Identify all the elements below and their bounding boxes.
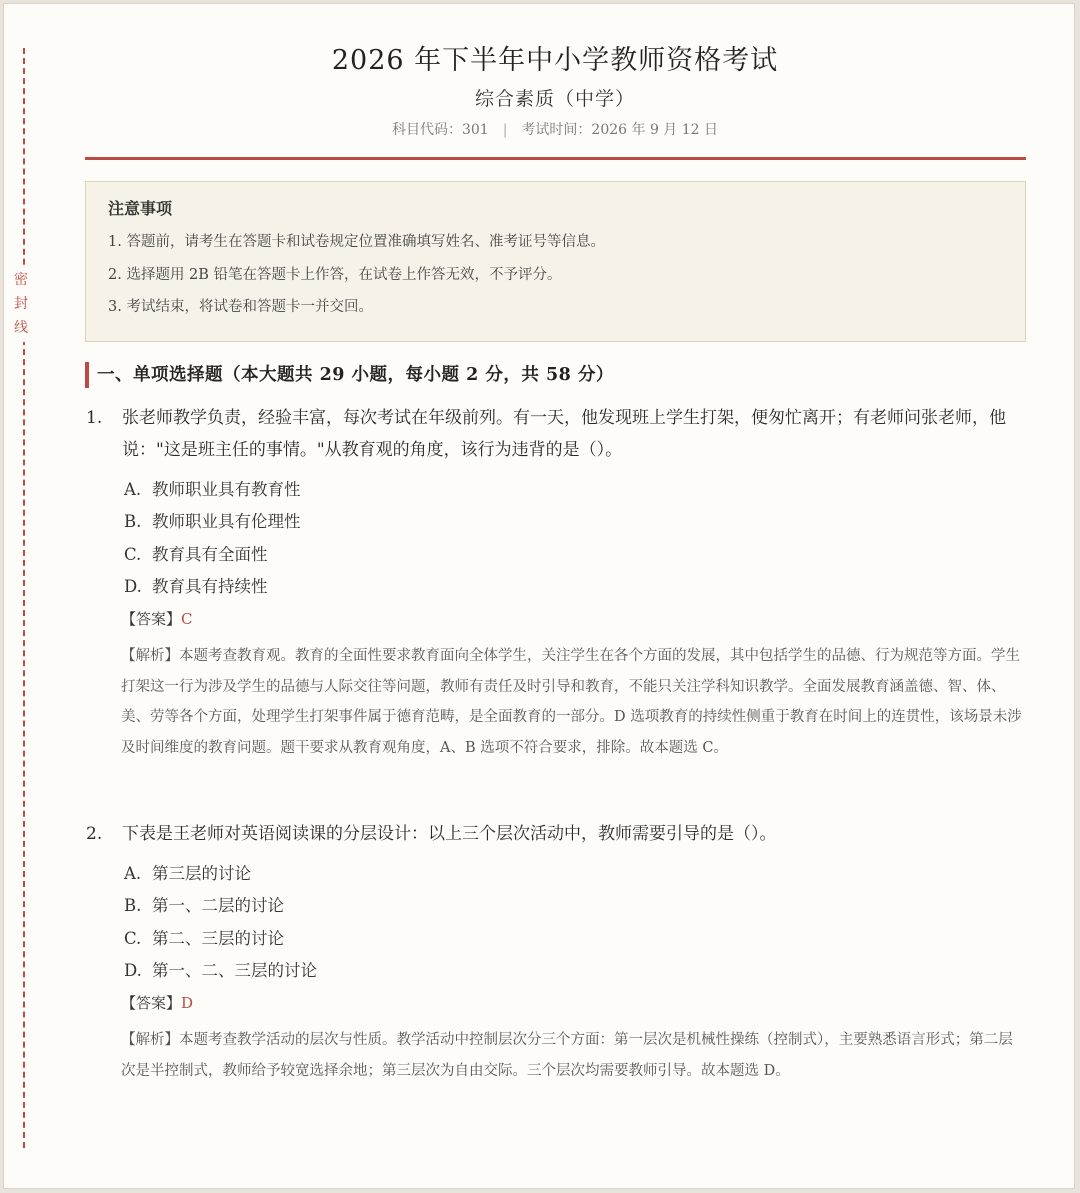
question-number: 1. [86, 408, 103, 428]
option-label: B. [124, 896, 142, 916]
section-title: 一、单项选择题（本大题共 29 小题，每小题 2 分，共 58 分） [85, 362, 1026, 388]
option-a[interactable] [124, 858, 1030, 890]
option-b[interactable] [124, 506, 1030, 538]
question-1 [86, 402, 1030, 763]
question-stem [86, 818, 1030, 850]
notice-box [85, 181, 1026, 342]
option-label: C. [124, 928, 142, 948]
option-text: 教育具有全面性 [152, 544, 268, 564]
answer-label: 【答案】 [121, 610, 182, 629]
meta-separator: | [502, 122, 508, 138]
options-list [124, 858, 1030, 987]
answer-line [121, 607, 1030, 631]
option-label: C. [124, 544, 142, 564]
seal-char: 线 [14, 320, 28, 336]
seal-char: 封 [14, 296, 28, 312]
option-text: 第一、二、三层的讨论 [152, 960, 317, 980]
exam-date: 考试时间：2026 年 9 月 12 日 [521, 122, 719, 138]
analysis-text: 【解析】本题考查教育观。教育的全面性要求教育面向全体学生，关注学生在各个方面的发展，其中包括学生的品德、行为规范等方面。学生打架这一行为涉及学生的品德与人际交往等问题，教师有责任及时引导和教育，不能只关注学科知识教学。全面发展教育涵盖德、智、体、美、劳等各个方面，处理学生打架事件属于德育范畴，是全面教育的一部分。D 选项教育的持续性侧重于教育在时间上的连贯性，该场景未涉及时间维度的教育问题。题干要求从教育观角度，A、B 选项不符合要求，排除。故本题选 C。 [121, 648, 1022, 756]
subject-code: 科目代码：301 [391, 122, 489, 138]
exam-title: 2026 年下半年中小学教师资格考试 [331, 45, 779, 76]
answer-line [121, 991, 1030, 1015]
option-a[interactable] [124, 474, 1030, 506]
option-text: 教育具有持续性 [152, 576, 268, 596]
option-text: 教师职业具有教育性 [152, 480, 301, 499]
seal-label [11, 266, 31, 342]
header-divider [85, 157, 1026, 160]
option-b[interactable] [124, 890, 1030, 922]
exam-meta [80, 120, 1030, 140]
exam-subtitle: 综合素质（中学） [474, 88, 635, 110]
question-number: 2. [86, 824, 103, 844]
option-text: 第三层的讨论 [152, 864, 251, 883]
options-list [124, 474, 1030, 603]
option-text: 第一、二层的讨论 [152, 896, 284, 916]
answer-label: 【答案】 [121, 994, 182, 1013]
seal-dashed-line [23, 48, 25, 1148]
option-label: A. [124, 480, 142, 499]
answer-value: C [181, 610, 193, 629]
question-text: 下表是王老师对英语阅读课的分层设计：以上三个层次活动中，教师需要引导的是（）。 [122, 824, 777, 844]
question-stem [86, 402, 1030, 466]
option-label: B. [124, 512, 142, 532]
question-2 [86, 818, 1030, 1086]
option-label: D. [124, 576, 142, 596]
answer-value: D [181, 994, 194, 1013]
notice-item: 1. 答题前，请考生在答题卡和试卷规定位置准确填写姓名、准考证号等信息。 [108, 234, 605, 250]
option-d[interactable] [124, 571, 1030, 603]
notice-title: 注意事项 [108, 199, 173, 218]
seal-char: 密 [14, 272, 28, 288]
option-text: 教师职业具有伦理性 [152, 512, 301, 532]
option-c[interactable] [124, 539, 1030, 571]
option-d[interactable] [124, 955, 1030, 987]
notice-item: 3. 考试结束，将试卷和答题卡一并交回。 [108, 299, 373, 315]
exam-header [80, 42, 1030, 140]
option-c[interactable] [124, 923, 1030, 955]
analysis-text: 【解析】本题考查教学活动的层次与性质。教学活动中控制层次分三个方面：第一层次是机械性操练（控制式），主要熟悉语言形式；第二层次是半控制式，教师给予较宽选择余地；第三层次为自由交际。三个层次均需要教师引导。故本题选 D。 [121, 1032, 1013, 1079]
notice-item: 2. 选择题用 2B 铅笔在答题卡上作答，在试卷上作答无效，不予评分。 [108, 266, 562, 283]
option-text: 第二、三层的讨论 [152, 928, 284, 948]
question-text: 张老师教学负责，经验丰富，每次考试在年级前列。有一天，他发现班上学生打架，便匆忙离开；有老师问张老师，他说："这是班主任的事情。"从教育观的角度，该行为违背的是（）。 [122, 408, 1006, 460]
option-label: D. [124, 960, 142, 980]
option-label: A. [124, 864, 142, 883]
